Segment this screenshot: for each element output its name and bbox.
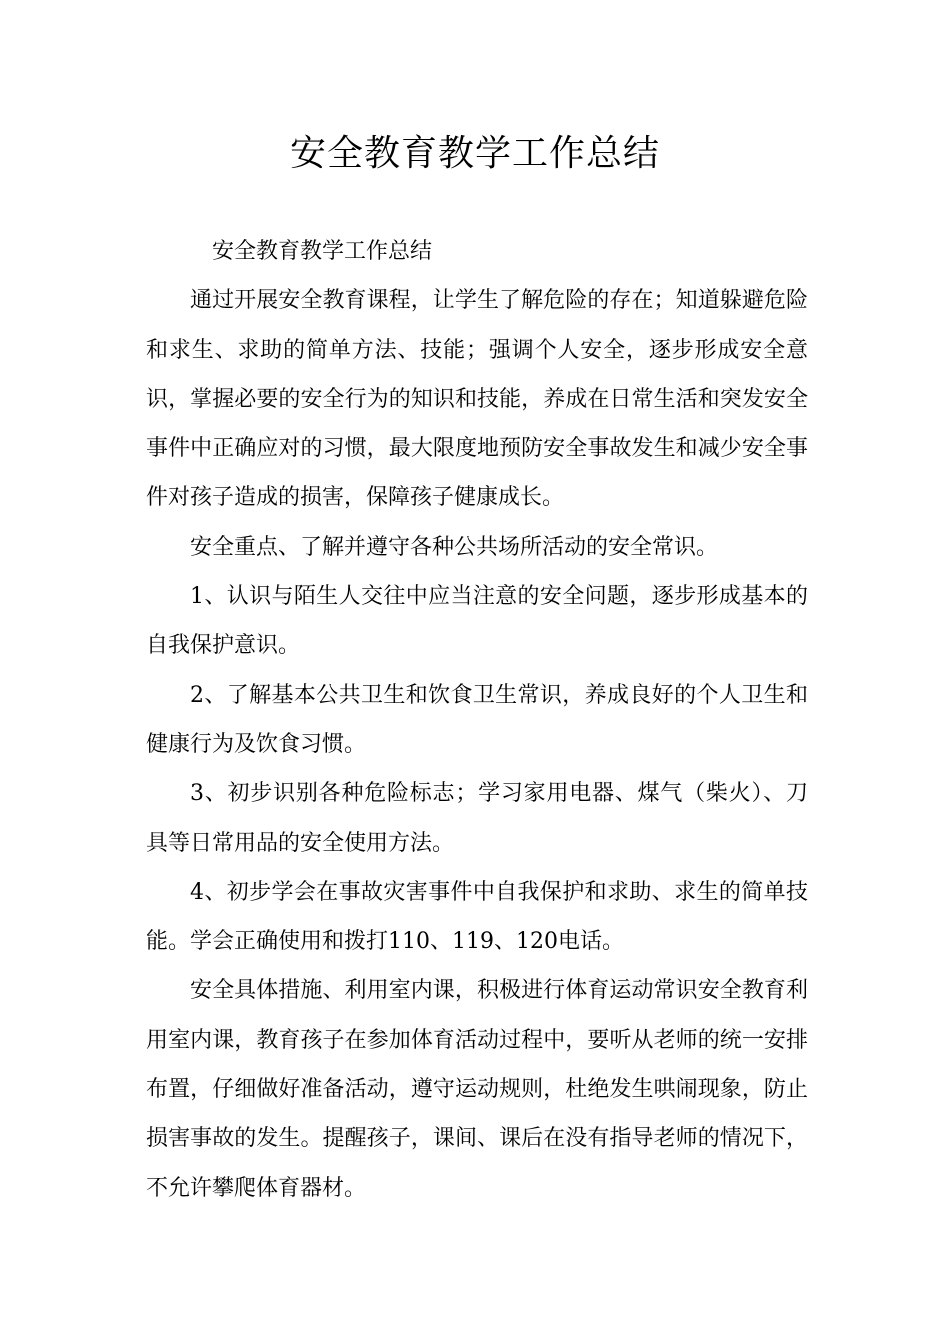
document-subtitle: 安全教育教学工作总结 xyxy=(212,239,433,264)
paragraph-item-1: 1、认识与陌生人交往中应当注意的安全问题，逐步形成基本的自我保护意识。 xyxy=(146,584,808,659)
document-body xyxy=(146,227,808,1213)
paragraph-item-2: 2、了解基本公共卫生和饮食卫生常识，养成良好的个人卫生和健康行为及饮食习惯。 xyxy=(146,682,808,757)
paragraph-measures: 安全具体措施、利用室内课，积极进行体育运动常识安全教育利用室内课，教育孩子在参加体育活动过程中，要听从老师的统一安排布置，仔细做好准备活动，遵守运动规则，杜绝发生哄闹现象，防止损害事故的发生。提醒孩子，课间、课后在没有指导老师的情况下，不允许攀爬体育器材。 xyxy=(146,978,808,1201)
document-title: 安全教育教学工作总结 xyxy=(289,133,660,174)
paragraph-item-4: 4、初步学会在事故灾害事件中自我保护和求助、求生的简单技能。学会正确使用和拨打110、119、120电话。 xyxy=(146,879,808,955)
paragraph-safety-focus: 安全重点、了解并遵守各种公共场所活动的安全常识。 xyxy=(190,534,719,560)
paragraph-intro: 通过开展安全教育课程，让学生了解危险的存在；知道躲避危险和求生、求助的简单方法、技能；强调个人安全，逐步形成安全意识，掌握必要的安全行为的知识和技能，养成在日常生活和突发安全事件中正确应对的习惯，最大限度地预防安全事故发生和减少安全事件对孩子造成的损害，保障孩子健康成长。 xyxy=(146,288,808,511)
paragraph-item-3: 3、初步识别各种危险标志；学习家用电器、煤气（柴火）、刀具等日常用品的安全使用方法。 xyxy=(146,781,808,856)
